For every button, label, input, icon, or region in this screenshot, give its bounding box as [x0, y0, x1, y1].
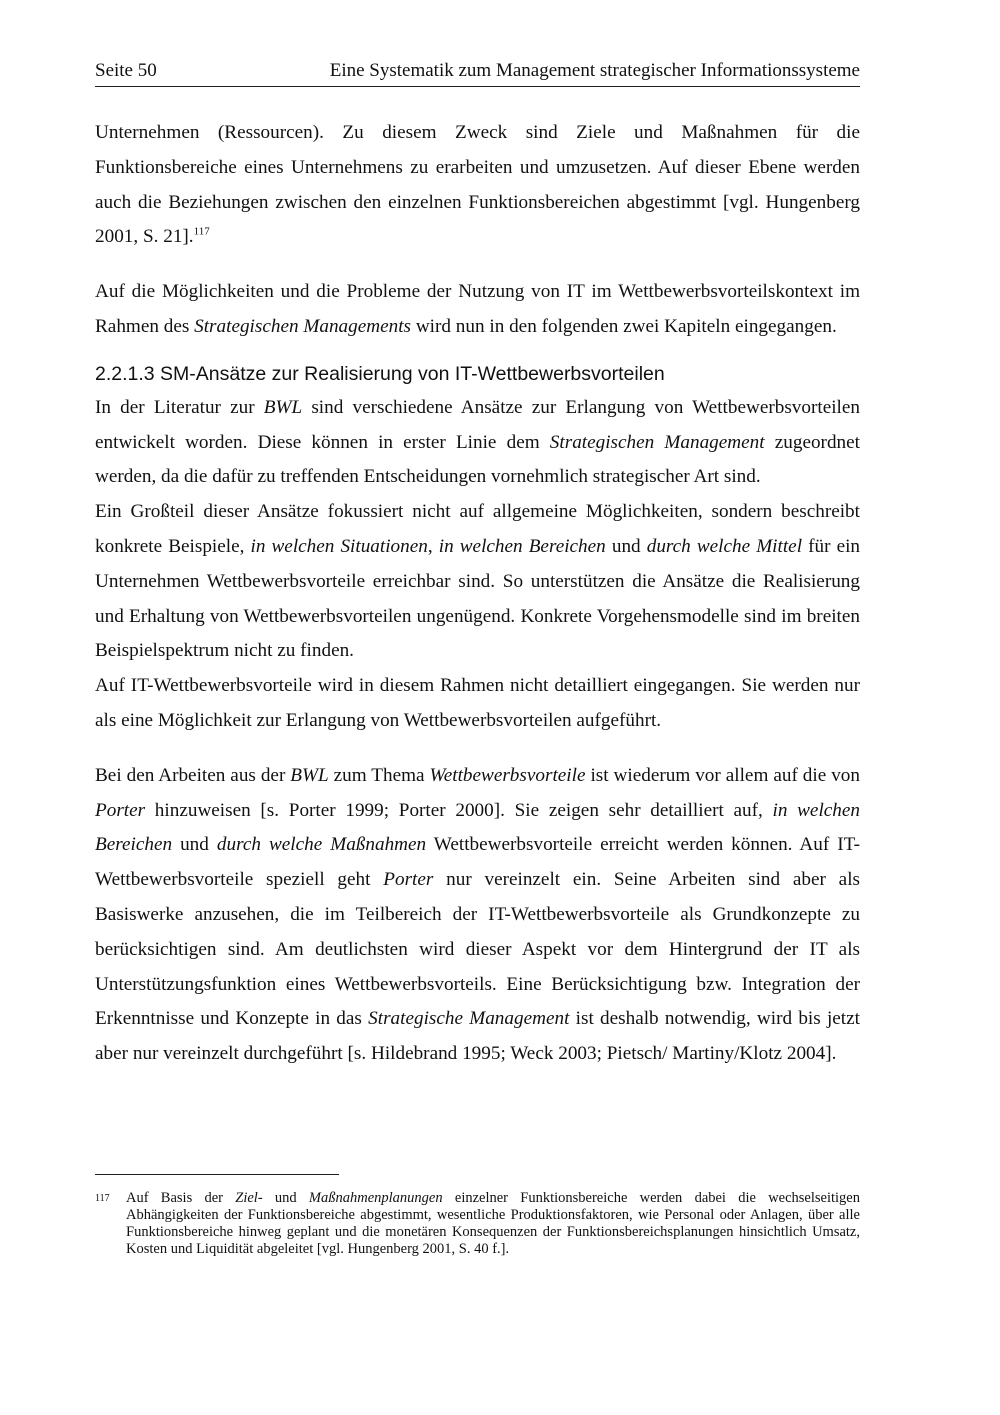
- footnote-separator: [95, 1174, 339, 1175]
- paragraph-6: Bei den Arbeiten aus der BWL zum Thema Wettbewerbsvorteile ist wiederum vor allem auf die von Porter hinzuweisen [s. Porter 1999; Porter 2000]. Sie zeigen sehr detailliert auf, in welchen Bereichen und durch welche Maßnahmen Wettbewerbsvorteile erreicht werden können. Auf IT-Wettbewerbsvorteile speziell geht Porter nur vereinzelt ein. Seine Arbeiten sind aber als Basiswerke anzusehen, die im Teilbereich der IT-Wettbewerbsvorteile als Grundkonzepte zu berücksichtigen sind. Am deutlichsten wird dieser Aspekt vor dem Hintergrund der IT als Unterstützungsfunktion eines Wettbewerbsvorteils. Eine Berücksichtigung bzw. Integration der Erkenntnisse und Konzepte in das Strategische Management ist deshalb notwendig, wird bis jetzt aber nur vereinzelt durchgeführt [s. Hildebrand 1995; Weck 2003; Pietsch/ Martiny/Klotz 2004].: [95, 764, 860, 1065]
- footnote-number: 117: [95, 1193, 110, 1204]
- running-title: Eine Systematik zum Management strategischer Informationssysteme: [329, 60, 860, 81]
- paragraph-1: Unternehmen (Ressourcen). Zu diesem Zweck sind Ziele und Maßnahmen für die Funktionsbereiche eines Unternehmens zu erarbeiten und umzusetzen. Auf dieser Ebene werden auch die Beziehungen zwischen den einzelnen Funktionsbereichen abgestimmt [vgl. Hungenberg 2001, S. 21].$^{117}$: [95, 122, 860, 248]
- body-text: [95, 116, 860, 1072]
- page-number: Seite 50: [95, 60, 157, 81]
- footnote-reference[interactable]: 117: [193, 226, 210, 238]
- footnote: [95, 1190, 860, 1258]
- paragraph-4: Ein Großteil dieser Ansätze fokussiert nicht auf allgemeine Möglichkeiten, sondern beschreibt konkrete Beispiele, in welchen Situationen, in welchen Bereichen und durch welche Mittel für ein Unternehmen Wettbewerbsvorteile erreichbar sind. So unterstützen die Ansätze die Realisierung und Erhaltung von Wettbewerbsvorteilen ungenügend. Konkrete Vorgehensmodelle sind im breiten Beispielspektrum nicht zu finden.: [95, 501, 861, 662]
- page-header: [95, 60, 860, 87]
- paragraph-2: Auf die Möglichkeiten und die Probleme der Nutzung von IT im Wettbewerbsvorteilskontext im Rahmen des Strategischen Managements wird nun in den folgenden zwei Kapiteln eingegangen.: [95, 281, 860, 337]
- paragraph-5: Auf IT-Wettbewerbsvorteile wird in diesem Rahmen nicht detailliert eingegangen. Sie werden nur als eine Möglichkeit zur Erlangung von Wettbewerbsvorteilen aufgeführt.: [95, 675, 860, 731]
- section-heading: 2.2.1.3 SM-Ansätze zur Realisierung von IT-Wettbewerbsvorteilen: [95, 362, 665, 385]
- paragraph-3: In der Literatur zur BWL sind verschiedene Ansätze zur Erlangung von Wettbewerbsvorteilen entwickelt worden. Diese können in erster Linie dem Strategischen Management zugeordnet werden, da die dafür zu treffenden Entscheidungen vornehmlich strategischer Art sind.: [95, 396, 860, 488]
- footnote-text: Auf Basis der Ziel- und Maßnahmenplanungen einzelner Funktionsbereiche werden dabei die wechselseitigen Abhängigkeiten der Funktionsbereiche abgestimmt, wesentliche Produktionsfaktoren, wie Personal oder Anlagen, über alle Funktionsbereiche hinweg geplant und die monetären Konsequenzen der Funktionsbereichsplanungen hinsichtlich Umsatz, Kosten und Liquidität abgeleitet [vgl. Hungenberg 2001, S. 40 f.].: [126, 1190, 860, 1257]
